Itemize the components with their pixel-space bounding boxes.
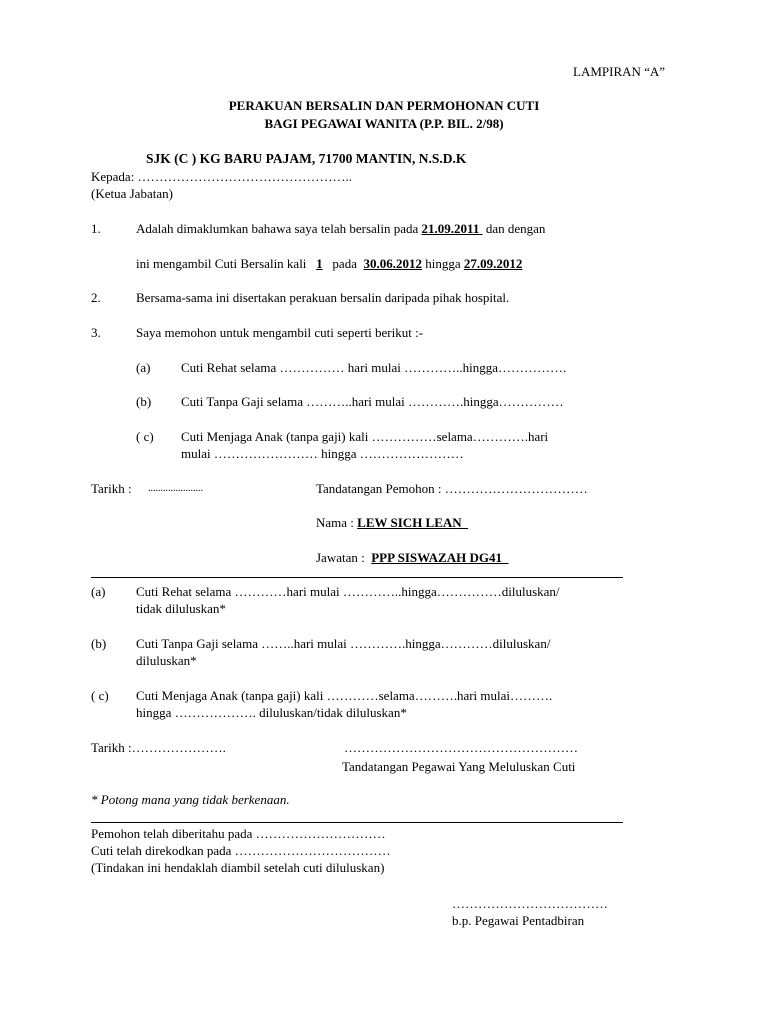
item3-text: Saya memohon untuk mengambil cuti seperti berikut :-	[136, 325, 424, 340]
admin-signature-label: b.p. Pegawai Pentadbiran	[452, 913, 585, 928]
item3a-text: Cuti Rehat selama …………… hari mulai …………..hingga…………….	[181, 360, 567, 375]
approval-a-label: (a)	[91, 584, 106, 599]
approval-c-text2: hingga ………………. diluluskan/tidak diluluskan*	[136, 705, 407, 720]
admin-signature-dots: ………………………………	[452, 896, 608, 911]
form-title-line1: PERAKUAN BERSALIN DAN PERMOHONAN CUTI	[228, 98, 540, 113]
item3c-text2: mulai …………………… hingga ……………………	[181, 446, 464, 461]
item1-line2	[136, 256, 522, 272]
item3c-text1: Cuti Menjaga Anak (tanpa gaji) kali ……………selama………….hari	[181, 429, 549, 444]
applicant-position	[316, 550, 508, 566]
approval-b-text1: Cuti Tanpa Gaji selama ……..hari mulai ………….hingga…………diluluskan/	[136, 636, 551, 651]
approval-a-text2: tidak diluluskan*	[136, 601, 226, 616]
maternity-count: 1	[316, 256, 323, 271]
admin-notified-line: Pemohon telah diberitahu pada …………………………	[91, 826, 386, 841]
approver-signature-label: Tandatangan Pegawai Yang Meluluskan Cuti	[342, 759, 576, 774]
form-title-line2: BAGI PEGAWAI WANITA (P.P. BIL. 2/98)	[264, 116, 504, 131]
item3c-label: ( c)	[136, 429, 154, 444]
school-name: SJK (C ) KG BARU PAJAM, 71700 MANTIN, N.S.D.K	[146, 151, 467, 166]
applicant-name	[316, 515, 468, 531]
kepada-line: Kepada: …………………………………………..	[91, 169, 353, 184]
ketua-jabatan: (Ketua Jabatan)	[91, 186, 173, 201]
item2-text: Bersama-sama ini disertakan perakuan bersalin daripada pihak hospital.	[136, 290, 510, 305]
item2-number: 2.	[91, 290, 101, 305]
approval-c-label: ( c)	[91, 688, 109, 703]
footnote: * Potong mana yang tidak berkenaan.	[91, 792, 290, 807]
birth-date: 21.09.2011	[421, 221, 480, 236]
item3a-label: (a)	[136, 360, 151, 375]
approver-signature-dots: ………………………………………………	[344, 740, 578, 755]
item1-number: 1.	[91, 221, 101, 236]
item1-text-a: Adalah dimaklumkan bahawa saya telah bersalin pada	[136, 221, 419, 236]
divider-approval	[91, 577, 623, 578]
item3b-label: (b)	[136, 394, 152, 409]
item1-line1	[136, 221, 545, 237]
item3-number: 3.	[91, 325, 101, 340]
divider-admin	[91, 822, 623, 823]
approval-c-text1: Cuti Menjaga Anak (tanpa gaji) kali …………selama……….hari mulai……….	[136, 688, 553, 703]
position-label: Jawatan :	[316, 550, 365, 565]
item3b-text: Cuti Tanpa Gaji selama ………..hari mulai ………….hingga……………	[181, 394, 564, 409]
name-value: LEW SICH LEAN	[357, 515, 462, 530]
approval-a-text1: Cuti Rehat selama …………hari mulai …………..hingga……………diluluskan/	[136, 584, 560, 599]
approval-date: Tarikh :………………….	[91, 740, 226, 755]
position-value: PPP SISWAZAH DG41	[371, 550, 502, 565]
leave-to-date: 27.09.2012	[463, 256, 523, 271]
approval-b-label: (b)	[91, 636, 107, 651]
item1-text-c: ini mengambil Cuti Bersalin kali	[136, 256, 307, 271]
admin-recorded-line: Cuti telah direkodkan pada ………………………………	[91, 843, 391, 858]
lampiran-label: LAMPIRAN “A”	[573, 64, 666, 79]
admin-note: (Tindakan ini hendaklah diambil setelah cuti diluluskan)	[91, 860, 385, 875]
name-label: Nama :	[316, 515, 354, 530]
item1-text-b: dan dengan	[485, 221, 546, 236]
applicant-date-dots: ......................	[148, 483, 203, 494]
item1-text-e: hingga	[425, 256, 461, 271]
leave-from-date: 30.06.2012	[363, 256, 422, 271]
item1-text-d: pada	[332, 256, 357, 271]
applicant-date-label: Tarikh :	[91, 481, 132, 496]
applicant-signature-line: Tandatangan Pemohon : ……………………………	[316, 481, 588, 496]
approval-b-text2: diluluskan*	[136, 653, 197, 668]
